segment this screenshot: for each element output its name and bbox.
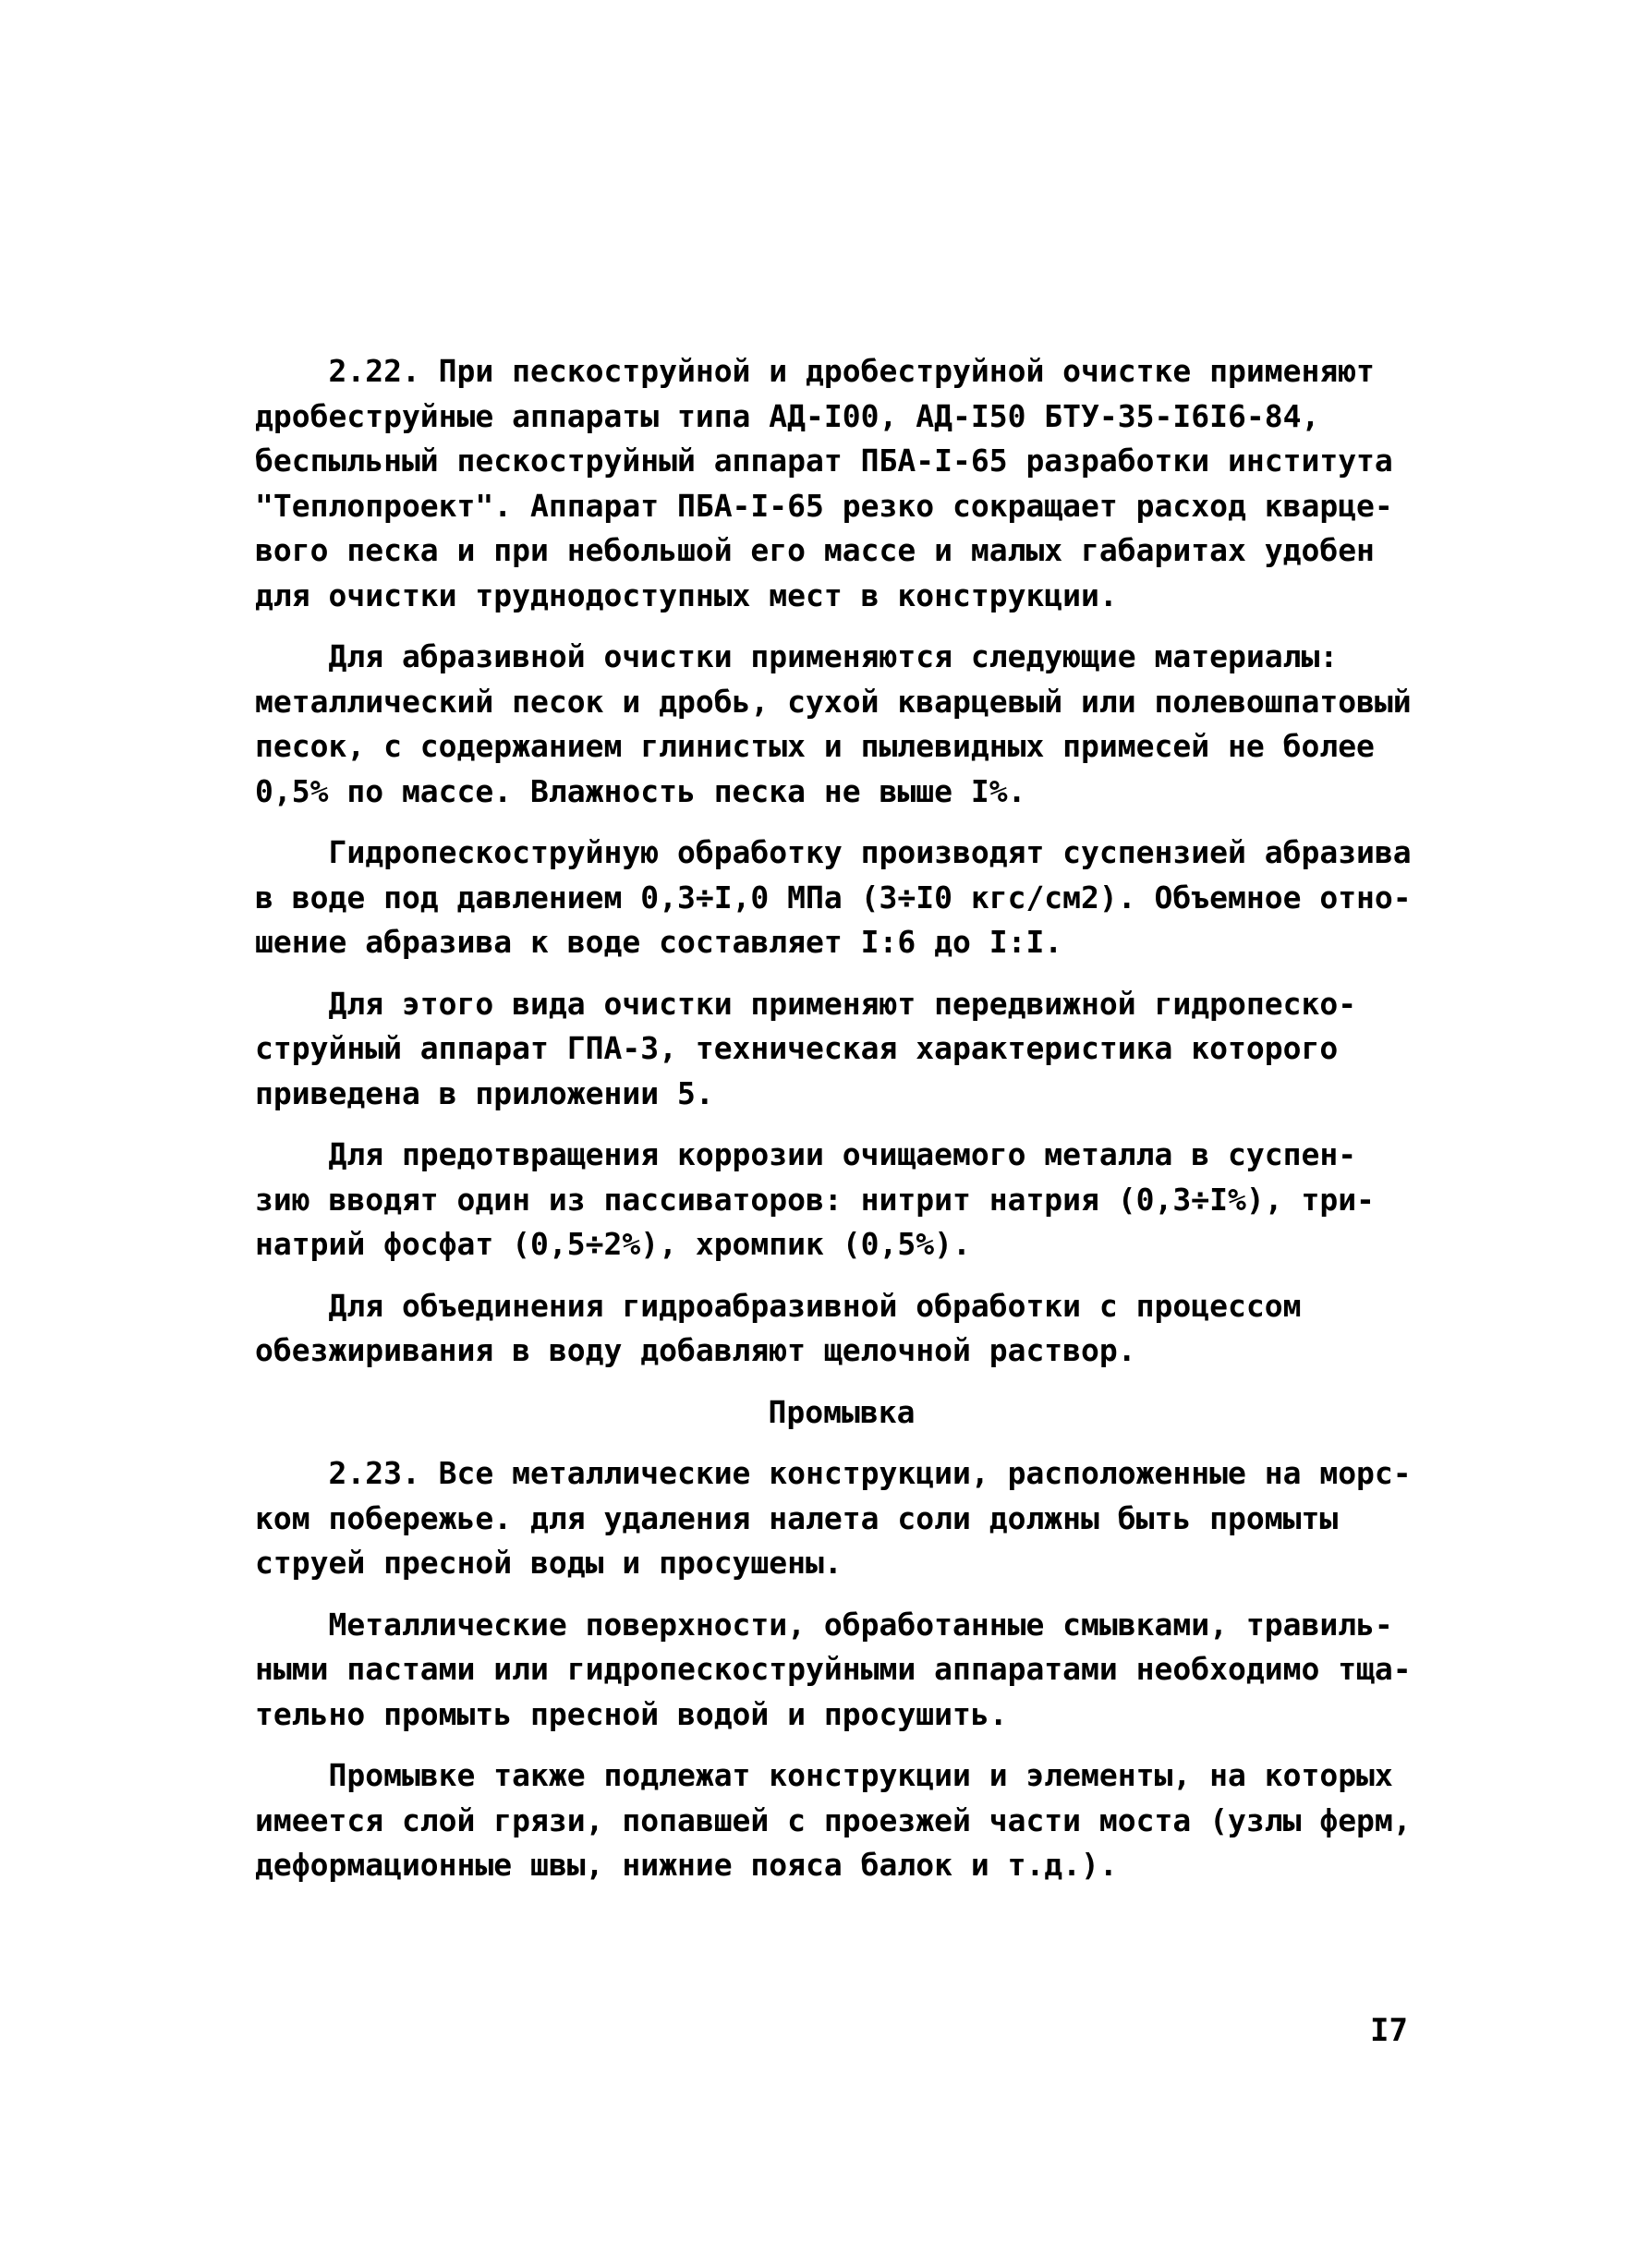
paragraph-washing-surfaces: Металлические поверхности, обработанные смывками, травиль- ными пастами или гидропескоструйными аппаратами необходимо тща- тельно промыть пресной водой и просушить. <box>255 1606 1412 1732</box>
page-number: I7 <box>1370 2012 1408 2049</box>
paragraph-2-22: 2.22. При пескоструйной и дробеструйной очистке применяют дробеструйные аппараты типа АД-I00, АД-I50 БТУ-35-I6I6-84, беспыльный пескоструйный аппарат ПБА-I-65 разработки института "Теплопроект". Аппарат ПБА-I-65 резко сокращает расход кварце- вого песка и при небольшой его массе и малых габаритах удобен для очистки труднодоступных мест в конструкции. <box>255 353 1393 613</box>
paragraph-abrasive-materials: Для абразивной очистки применяются следующие материалы: металлический песок и дробь, сухой кварцевый или полевошпатовый песок, с содержанием глинистых и пылевидных примесей не более 0,5% по массе. Влажность песка не выше I%. <box>255 638 1412 809</box>
paragraph-gpa-3: Для этого вида очистки применяют передвижной гидропеско- струйный аппарат ГПА-3, техническая характеристика которого приведена в приложении 5. <box>255 985 1357 1111</box>
paragraph-hydro-blasting: Гидропескоструйную обработку производят суспензией абразива в воде под давлением 0,3÷I,0 МПа (3÷I0 кгс/см2). Объемное отно- шение абразива к воде составляет I:6 до I:I. <box>255 834 1412 960</box>
section-heading: Промывка <box>768 1393 916 1430</box>
body-text <box>255 349 1428 1905</box>
paragraph-2-23: 2.23. Все металлические конструкции, расположенные на морс- ком побережье. для удаления налета соли должны быть промыты струей пресной воды и просушены. <box>255 1455 1412 1581</box>
paragraph-dirt-elements: Промывке также подлежат конструкции и элементы, на которых имеется слой грязи, попавшей с проезжей части моста (узлы ферм, деформационные швы, нижние пояса балок и т.д.). <box>255 1757 1412 1883</box>
paragraph-degreasing: Для объединения гидроабразивной обработки с процессом обезжиривания в воду добавляют щелочной раствор. <box>255 1287 1302 1368</box>
paragraph-passivators: Для предотвращения коррозии очищаемого металла в суспен- зию вводят один из пассиваторов: нитрит натрия (0,3÷I%), три- натрий фосфат (0,5÷2%), хромпик (0,5%). <box>255 1136 1375 1262</box>
